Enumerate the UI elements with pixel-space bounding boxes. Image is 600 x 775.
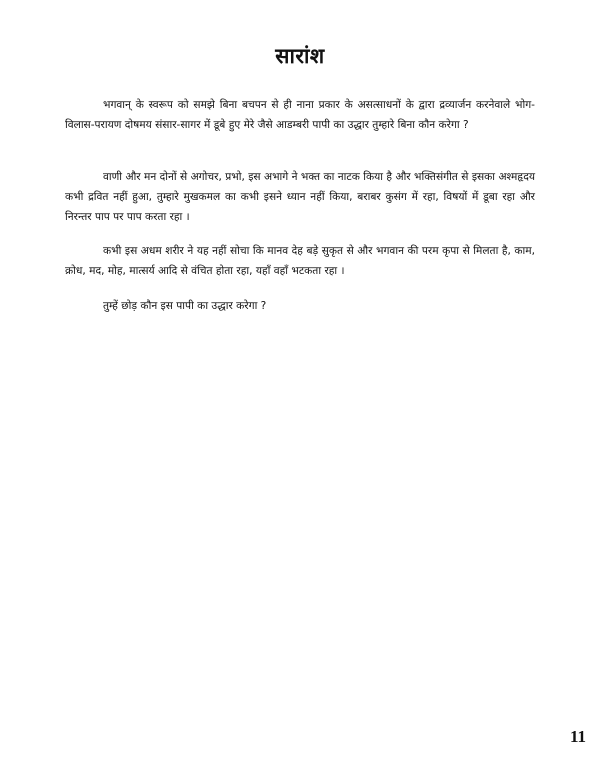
page-number: 11 bbox=[569, 727, 586, 746]
paragraph-1: भगवान् के स्वरूप को समझे बिना बचपन से ही नाना प्रकार के असत्साधनों के द्वारा द्रव्यार्जन करनेवाले भोग-विलास-परायण दोषमय संसार-सागर में डूबे हुए मेरे जैसे आडम्बरी पापी का उद्धार तुम्हारे बिना कौन करेगा ? bbox=[65, 99, 535, 131]
page-title: सारांश bbox=[275, 44, 325, 68]
paragraph-3: कभी इस अधम शरीर ने यह नहीं सोचा कि मानव देह बड़े सुकृत से और भगवान की परम कृपा से मिलता है, काम, क्रोध, मद, मोह, मात्सर्य आदि से वंचित होता रहा, यहाँ वहाँ भटकता रहा । bbox=[65, 245, 535, 277]
paragraph-2: वाणी और मन दोनों से अगोचर, प्रभो, इस अभागे ने भक्त का नाटक किया है और भक्तिसंगीत से इसका अश्महृदय कभी द्रवित नहीं हुआ, तुम्हारे मुखकमल का कभी इसने ध्यान नहीं किया, बराबर कुसंग में रहा, विषयों में डूबा रहा और निरन्तर पाप पर पाप करता रहा । bbox=[65, 171, 535, 223]
paragraph-4: तुम्हें छोड़ कौन इस पापी का उद्धार करेगा ? bbox=[103, 300, 267, 312]
